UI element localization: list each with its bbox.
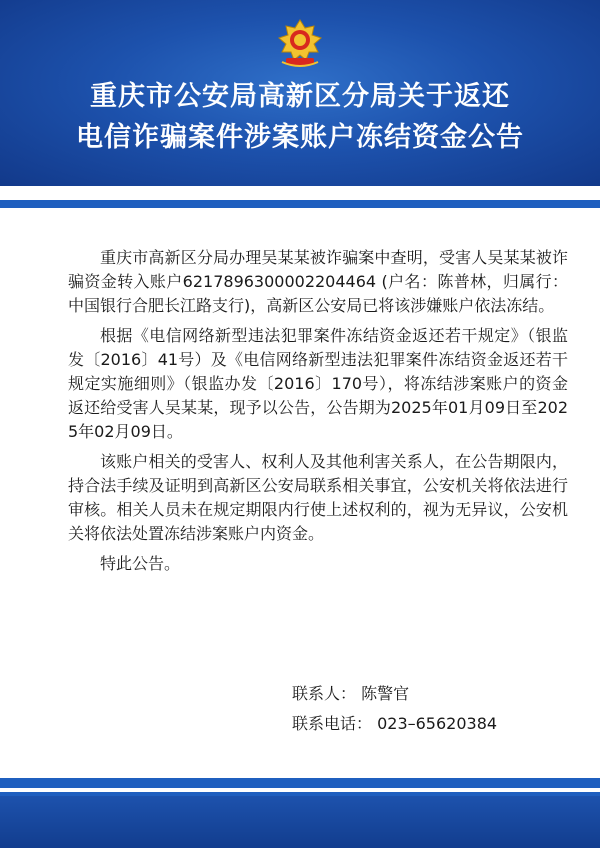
paragraph-closing: 特此公告。 [100, 554, 181, 573]
footer-banner [0, 796, 600, 848]
paragraph-3: 该账户相关的受害人、权利人及其他利害关系人，在公告期限内，持合法手续及证明到高新区公安局联系相关事宜，公安机关将依法进行审核。相关人员未在规定期限内行使上述权利的，视为无异议，公安机关将依法处置冻结涉案账户内资金。 [68, 452, 568, 543]
footer-divider-1 [0, 778, 600, 788]
contact-person: 联系人： 陈警官 [292, 684, 410, 703]
title-line-2: 电信诈骗案件涉案账户冻结资金公告 [76, 122, 524, 153]
title-line-1: 重庆市公安局高新区分局关于返还 [90, 81, 510, 112]
paragraph-1: 重庆市高新区分局办理吴某某被诈骗案中查明，受害人吴某某被诈骗资金转入账户6217896300002204464 (户名：陈普林，归属行：中国银行合肥长江路支行)，高新区公安局已将该涉嫌账户依法冻结。 [68, 248, 568, 315]
header-divider-blue [0, 200, 600, 208]
header-divider-white [0, 186, 600, 200]
notice-body [68, 246, 568, 576]
contact-phone: 联系电话： 023–65620384 [292, 714, 498, 733]
paragraph-2: 根据《电信网络新型违法犯罪案件冻结资金返还若干规定》（银监发〔2016〕41号）及《电信网络新型违法犯罪案件冻结资金返还若干规定实施细则》（银监办发〔2016〕170号），将冻结涉案账户的资金返还给受害人吴某某，现予以公告，公告期为2025年01月09日至2025年02月09日。 [68, 326, 568, 441]
police-emblem-icon [276, 18, 324, 68]
header-banner [0, 0, 600, 186]
